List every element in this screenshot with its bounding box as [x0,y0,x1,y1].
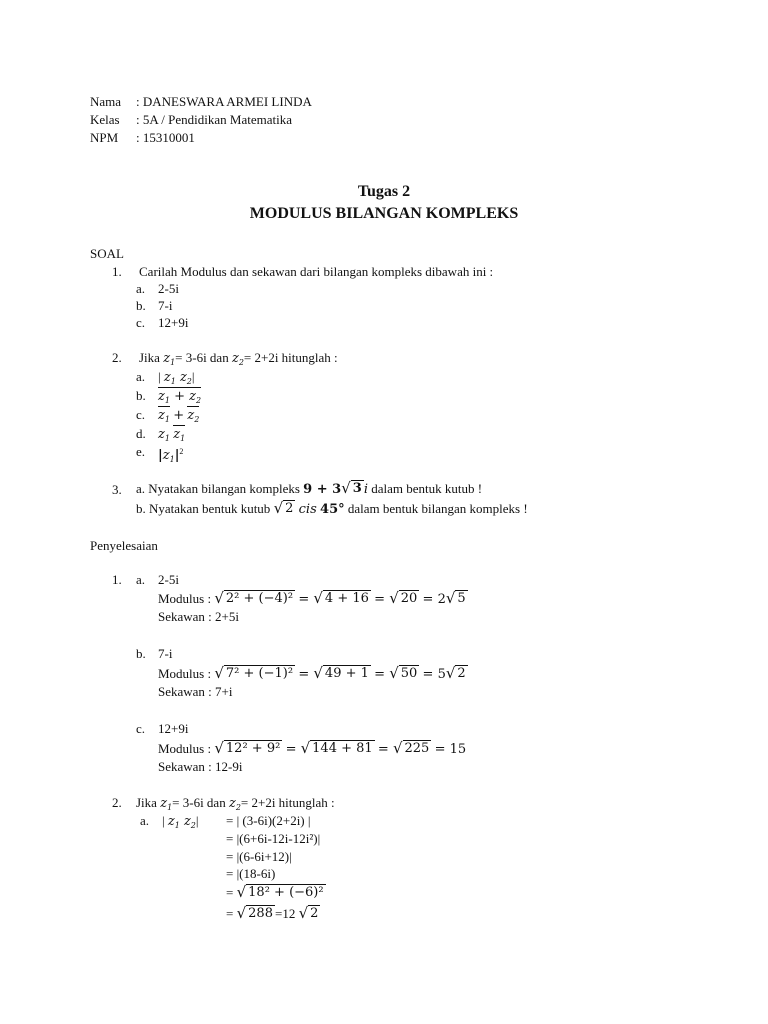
q1-text: Carilah Modulus dan sekawan dari bilangan kompleks dibawah ini : [139,264,494,279]
npm-label: NPM [90,130,119,145]
q2-z2-def: = 2+2i hitunglah : [243,350,338,365]
q1-item-text: 7-i [158,298,173,313]
q3-a-line: a. Nyatakan bilangan kompleks 9 + 3 √ 3 i dalam bentuk kutub ! [136,479,483,497]
q2-prefix: Jika [139,350,160,365]
q2-line: Jika $z_1= 3-6i$ dan $z_2= 2+2i$ hitunglah : [139,350,338,367]
p2a-step: = |(18-6i) [226,866,276,881]
q2-item-label: b. [136,388,146,403]
p1b-sekawan: Sekawan : 7+i [158,684,233,699]
q2-number: 2. [112,350,122,365]
p1a-sekawan: Sekawan : 2+5i [158,609,239,624]
q1-item-label: c. [136,315,146,330]
p2-line: Jika $z_1= 3-6i$ dan $z_2= 2+2i$ hitunglah : [136,795,335,812]
q2-item-b: $z_1 + z_2$ [158,389,202,405]
nama-value: : DANESWARA ARMEI LINDA [136,94,312,109]
p2-number: 2. [112,795,122,810]
q3-b-line: b. Nyatakan bentuk kutub √ 2 cis 45° dalam bentuk bilangan kompleks ! [136,499,528,517]
q1-item-text: 12+9i [158,315,189,330]
p1b-number: 7-i [158,646,173,661]
q1-item-text: 2-5i [158,281,179,296]
p1c-modulus: Modulus : √ 12² + 9² = √ 144 + 81 = √ 225 = 15 [158,739,467,757]
p1c-label: c. [136,721,146,736]
p1b-modulus: Modulus : √ 7² + (−1)² = √ 49 + 1 = √ 50 = 5 √ 2 [158,664,466,682]
q3-number: 3. [112,482,122,497]
p2a-step-5: = √ 18² + (−6)² [226,883,324,901]
p2a-step: = | (3-6i)(2+2i) | [226,813,311,828]
npm-value: : 15310001 [136,130,195,145]
q2-z1-def: = 3-6i dan [175,350,229,365]
q2-item-label: d. [136,426,146,441]
nama-label: Nama [90,94,122,109]
p1-number: 1. [112,572,122,587]
p1a-number: 2-5i [158,572,179,587]
p1c-number: 12+9i [158,721,189,736]
p2a-step-6: = √ 288 =12 √ 2 [226,904,319,922]
solusi-heading: Penyelesaian [90,538,158,553]
p2a-label: a. [140,813,150,828]
q2-item-label: c. [136,407,146,422]
q2-item-label: e. [136,444,146,459]
p1c-sekawan: Sekawan : 12-9i [158,759,243,774]
q1-item-label: a. [136,281,146,296]
kelas-label: Kelas [90,112,120,127]
q2-item-d: $z_1$ $z_1$ [158,427,186,443]
soal-heading: SOAL [90,246,124,261]
kelas-value: : 5A / Pendidikan Matematika [136,112,292,127]
p1a-label: a. [136,572,146,587]
q1-item-label: b. [136,298,146,313]
q2-item-c: $z_1 + z_2$ [158,408,200,424]
q2-item-label: a. [136,369,146,384]
p2a-expr: | $z_1$ $z_2|$ [162,813,199,830]
page-subtitle: MODULUS BILANGAN KOMPLEKS [249,205,519,222]
q2-item-a: | $z_1$ $z_2|$ [158,369,195,386]
p2a-step: = |(6-6i+12)| [226,849,292,864]
q1-number: 1. [112,264,122,279]
p2a-step: = |(6+6i-12i-12i²)| [226,831,321,846]
page-title: Tugas 2 [357,183,411,200]
p1b-label: b. [136,646,146,661]
p1a-modulus: Modulus : √ 2² + (−4)² = √ 4 + 16 = √ 20 = 2 √ 5 [158,589,466,607]
q2-item-e: $|z_1|^2$ [158,447,184,464]
